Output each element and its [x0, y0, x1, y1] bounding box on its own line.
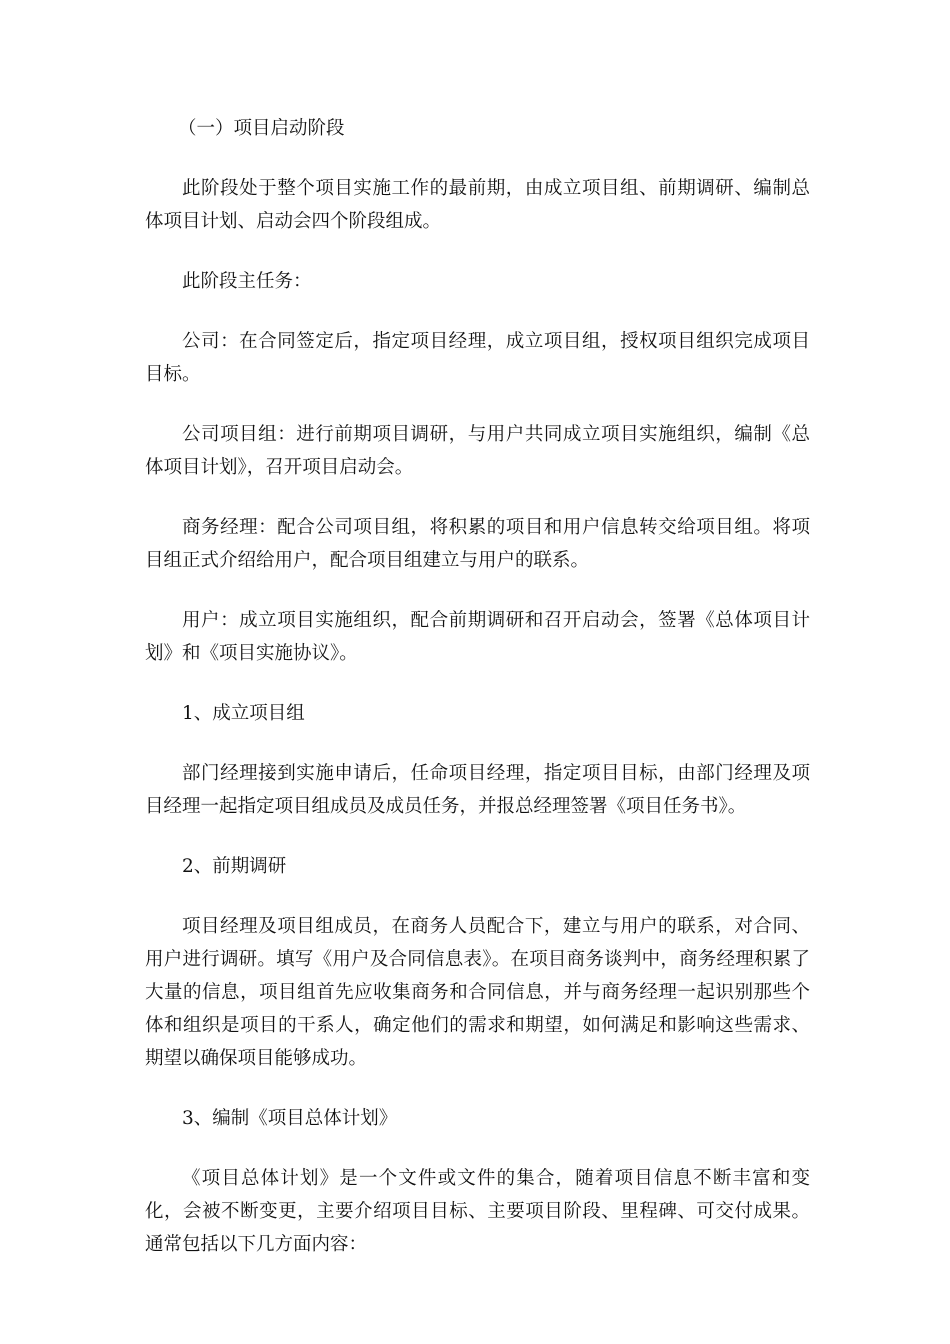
step2-heading: 2、前期调研: [182, 856, 287, 877]
task-company: 公司：在合同签定后，指定项目经理，成立项目组，授权项目组织完成项目目标。: [145, 331, 810, 385]
step3-body: 《项目总体计划》是一个文件或文件的集合，随着项目信息不断丰富和变化，会被不断变更，主要介绍项目目标、主要项目阶段、里程碑、可交付成果。通常包括以下几方面内容：: [145, 1168, 810, 1255]
intro-paragraph: 此阶段处于整个项目实施工作的最前期，由成立项目组、前期调研、编制总体项目计划、启动会四个阶段组成。: [145, 178, 810, 232]
step3-heading: 3、编制《项目总体计划》: [182, 1108, 398, 1129]
task-business-manager: 商务经理：配合公司项目组，将积累的项目和用户信息转交给项目组。将项目组正式介绍给用户，配合项目组建立与用户的联系。: [145, 517, 810, 571]
step1-heading: 1、成立项目组: [182, 703, 305, 724]
section-title: （一）项目启动阶段: [178, 118, 345, 139]
task-user: 用户：成立项目实施组织，配合前期调研和召开启动会，签署《总体项目计划》和《项目实施协议》。: [145, 610, 810, 664]
task-project-team: 公司项目组：进行前期项目调研，与用户共同成立项目实施组织，编制《总体项目计划》，召开项目启动会。: [145, 424, 810, 478]
tasks-heading: 此阶段主任务：: [182, 271, 312, 292]
step1-body: 部门经理接到实施申请后，任命项目经理，指定项目目标，由部门经理及项目经理一起指定项目组成员及成员任务，并报总经理签署《项目任务书》。: [145, 763, 810, 817]
document-body: [145, 112, 810, 1288]
step2-body: 项目经理及项目组成员，在商务人员配合下，建立与用户的联系，对合同、用户进行调研。填写《用户及合同信息表》。在项目商务谈判中，商务经理积累了大量的信息，项目组首先应收集商务和合同信息，并与商务经理一起识别那些个体和组织是项目的干系人，确定他们的需求和期望，如何满足和影响这些需求、期望以确保项目能够成功。: [145, 916, 810, 1069]
